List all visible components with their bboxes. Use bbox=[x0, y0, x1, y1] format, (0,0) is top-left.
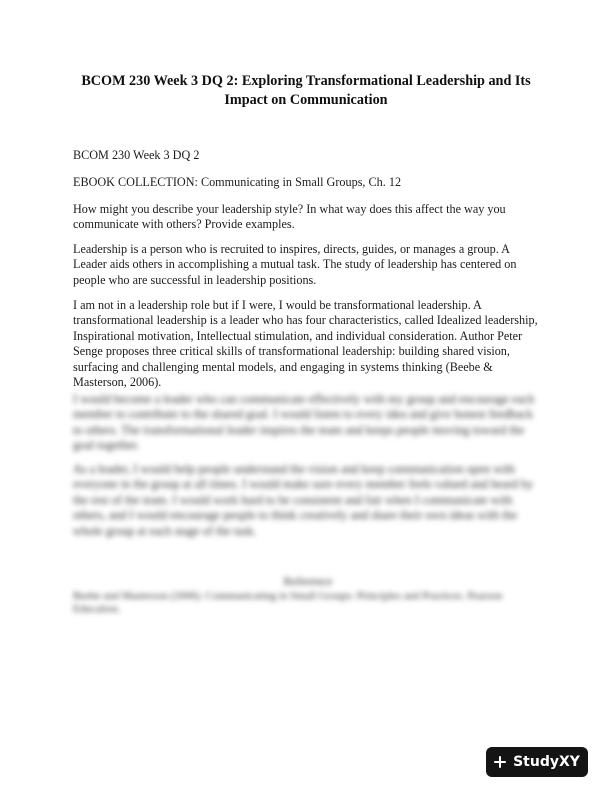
paragraph-transformational-leadership: I am not in a leadership role but if I were, I would be transformational leadership. A transformational leadership is a leader who has four characteristics, called Idealized leadership, Inspirational motivation, Intellectual stimulation, and individual consideration. Author Peter Senge proposes three critical skills of transformational leadership: building shared vision, surfacing and challenging mental models, and engaging in systems thinking (Beebe & Masterson, 2006). bbox=[73, 298, 538, 390]
blurred-reference-heading: Reference bbox=[283, 574, 333, 588]
blurred-paragraph-1: I would become a leader who can communicate effectively with my group and encourage each member to contribute to the shared goal. I would listen to every idea and give honest feedback to others. The transformational leader inspires the team and keeps people moving toward the goal together. bbox=[73, 392, 535, 453]
course-line: BCOM 230 Week 3 DQ 2 bbox=[73, 148, 200, 162]
studyxy-label: StudyXY bbox=[513, 754, 580, 770]
document-title: BCOM 230 Week 3 DQ 2: Exploring Transformational Leadership and Its Impact on Communication bbox=[81, 73, 531, 108]
ebook-collection-line: EBOOK COLLECTION: Communicating in Small Groups, Ch. 12 bbox=[73, 175, 402, 189]
blurred-paragraph-2: As a leader, I would help people understand the vision and keep communication open with everyone in the group at all times. I would make sure every member feels valued and heard by the rest of the team. I would work hard to be consistent and fair when I communicate with others, and I would encourage people to think creatively and share their own ideas with the whole group at each stage of the task. bbox=[73, 462, 534, 538]
paragraph-leadership-definition: Leadership is a person who is recruited to inspires, directs, guides, or manages a group. A Leader aids others in accomplishing a mutual task. The study of leadership has centered on people who are successful in leadership positions. bbox=[73, 242, 517, 287]
studyxy-watermark-badge[interactable] bbox=[486, 747, 588, 777]
discussion-question: How might you describe your leadership style? In what way does this affect the way you communicate with others? Provide examples. bbox=[73, 202, 506, 232]
plus-icon bbox=[494, 756, 506, 768]
blurred-reference-entry: Beebe and Masterson (2006). Communicating in Small Groups: Principles and Practices. Pearson Education. bbox=[73, 590, 503, 615]
